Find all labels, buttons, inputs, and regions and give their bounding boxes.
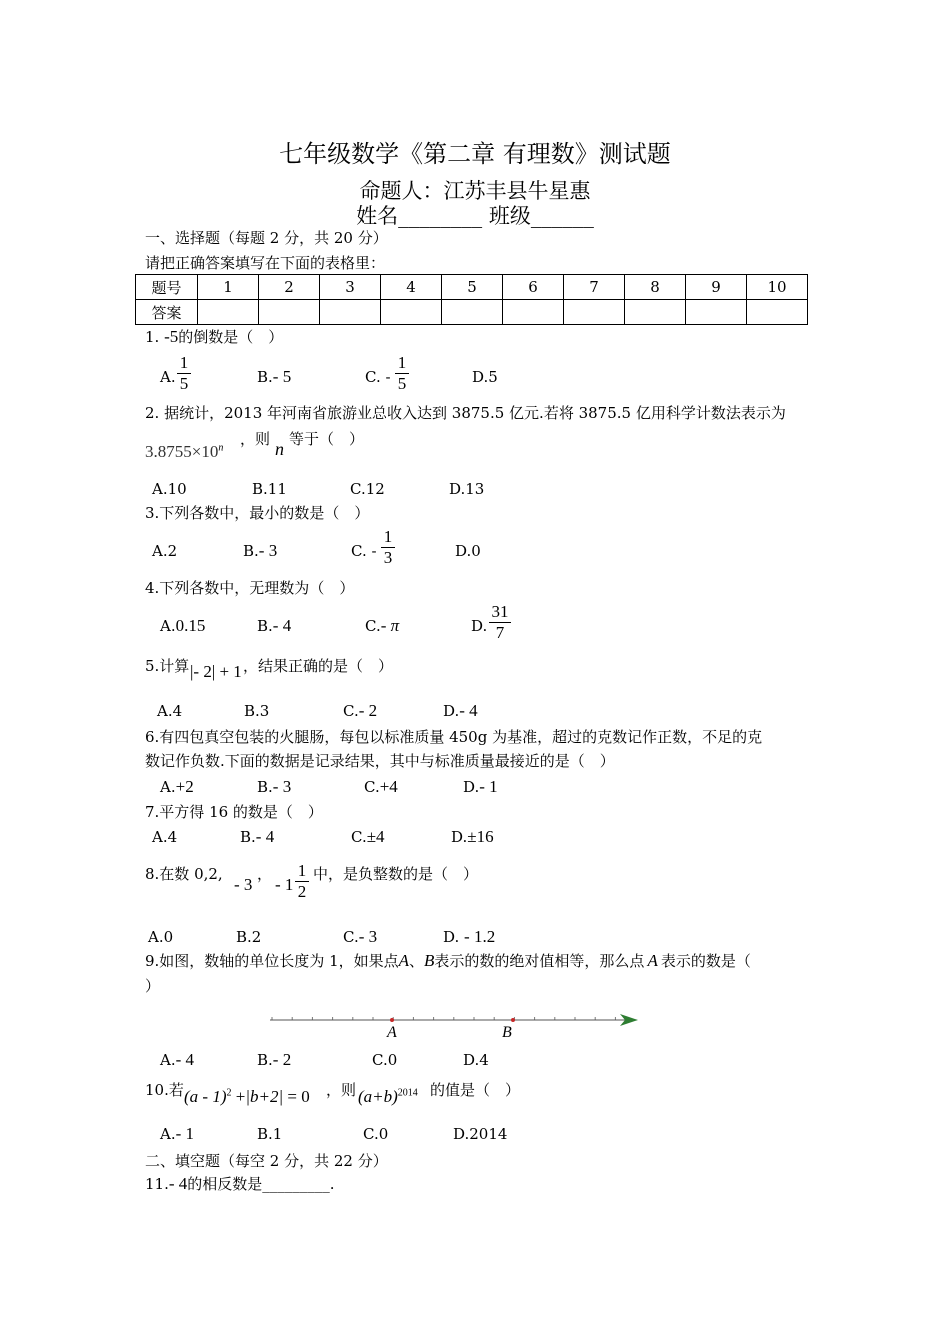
q5-option-b: B.3 <box>244 702 270 720</box>
q10-sum: (a+b) <box>358 1087 398 1106</box>
table-cell: 4 <box>381 275 442 300</box>
q6-b-value: - 3 <box>272 777 292 796</box>
q1-option-c-fraction <box>395 354 409 393</box>
q2-variable: n <box>275 439 284 459</box>
q6-a-value: +2 <box>175 777 194 796</box>
q1-option-a: A. <box>160 368 176 386</box>
q1-option-c: C. - <box>365 368 391 386</box>
author-line: 命题人：江苏丰县牛星惠 <box>359 179 591 203</box>
question-9-line2: ） <box>145 977 161 995</box>
answer-cell[interactable] <box>503 300 564 325</box>
question-2-expr <box>145 442 223 462</box>
question-6-line1: 6.有四包真空包装的火腿肠，每包以标准质量 450g 为基准，超过的克数记作正数，不足的克 <box>145 728 763 746</box>
q9-point-a-2: A <box>647 951 658 970</box>
q9-option-d: D.4 <box>463 1051 489 1069</box>
q5-rest: ，结果正确的是（ ） <box>243 657 394 675</box>
answer-cell[interactable] <box>625 300 686 325</box>
q8-c-value: - 3 <box>358 927 378 946</box>
q9-text-3: 表示的数是（ <box>660 952 751 970</box>
q3-option-c-fraction <box>381 528 395 567</box>
q4-b-value: - 4 <box>272 616 292 635</box>
answer-cell[interactable] <box>564 300 625 325</box>
question-7-stem: 7.平方得 16 的数是（ ） <box>145 803 323 821</box>
q5-option-d <box>443 701 478 721</box>
q1-option-d: D.5 <box>472 368 498 386</box>
q3-option-d: D.0 <box>455 542 481 560</box>
q6-option-b <box>257 777 291 797</box>
q2-then: ，则 <box>240 430 271 448</box>
q10-power: 2014 <box>397 1087 418 1099</box>
question-10-stem: 10.若 <box>145 1081 184 1099</box>
q4-option-b <box>257 616 291 636</box>
table-cell: 7 <box>564 275 625 300</box>
q8-c-label: C. <box>343 928 359 946</box>
table-cell: 3 <box>320 275 381 300</box>
question-4-stem: 4.下列各数中，无理数为（ ） <box>145 579 355 597</box>
q10-rest: 的值是（ ） <box>430 1081 521 1099</box>
q11-rest: 的相反数是_________. <box>187 1175 335 1193</box>
q9-text-1: 9.如图，数轴的单位长度为 1，如果点 <box>145 952 399 970</box>
answer-cell[interactable] <box>198 300 259 325</box>
fraction-denominator: 5 <box>397 374 407 393</box>
q1-b-value: - 5 <box>272 367 292 386</box>
fraction-numerator: 1 <box>397 353 407 372</box>
q6-c-value: +4 <box>379 777 398 796</box>
q10-abs: |b+2| <box>245 1087 284 1106</box>
table-row <box>136 275 808 300</box>
q10-a-value: - 1 <box>175 1124 195 1143</box>
fraction-numerator: 1 <box>297 861 307 880</box>
table-cell: 5 <box>442 275 503 300</box>
q9-a-label: A. <box>160 1051 176 1069</box>
q6-d-label: D. <box>463 778 480 796</box>
q9-text-2: 表示的数的绝对值相等，那么点 <box>434 952 645 970</box>
number-line-figure <box>268 1005 648 1045</box>
q7-d-label: D. <box>451 828 468 846</box>
fraction-numerator: 31 <box>491 602 509 621</box>
answer-cell[interactable] <box>381 300 442 325</box>
question-9-line1 <box>145 951 751 971</box>
q5-option-c <box>343 701 377 721</box>
q4-option-c <box>365 616 399 636</box>
q9-point-a: A <box>398 951 410 970</box>
q9-point-b: B <box>424 951 435 970</box>
q10-a-label: A. <box>160 1125 176 1143</box>
point-a-dot <box>390 1018 394 1022</box>
q8-option-c <box>343 927 377 947</box>
q9-b-value: - 2 <box>272 1050 292 1069</box>
q7-c-label: C. <box>351 828 367 846</box>
answer-cell[interactable] <box>259 300 320 325</box>
q9-option-b <box>257 1050 291 1070</box>
q10-plus: + <box>235 1087 246 1106</box>
q4-c-value: - π <box>380 616 400 635</box>
table-row <box>136 300 808 325</box>
q5-d-label: D. <box>443 702 460 720</box>
q9-b-label: B. <box>257 1051 273 1069</box>
q7-option-b <box>240 827 274 847</box>
q10-expression <box>184 1087 310 1107</box>
answer-cell[interactable] <box>686 300 747 325</box>
q10-equals: = 0 <box>287 1087 310 1106</box>
q8-value-1: - 3 <box>234 875 253 894</box>
table-cell: 2 <box>259 275 320 300</box>
q4-a-label: A. <box>160 617 176 635</box>
name-class-line: 姓名________ 班级______ <box>356 204 594 228</box>
q1-option-b <box>257 367 291 387</box>
q4-option-a <box>160 616 205 636</box>
table-header-cell: 题号 <box>136 275 198 300</box>
q7-option-a: A.4 <box>152 828 178 846</box>
q6-a-label: A. <box>160 778 176 796</box>
section-heading-choice: 一、选择题（每题 2 分，共 20 分） <box>145 229 388 247</box>
q2-option-a: A.10 <box>152 480 187 498</box>
q10-square-exp: 2 <box>226 1087 232 1099</box>
q7-c-value: ±4 <box>366 827 385 846</box>
q4-a-value: 0.15 <box>175 616 206 635</box>
point-a-label: A <box>387 1024 397 1041</box>
q6-d-value: - 1 <box>479 777 498 796</box>
q8-option-d <box>443 927 495 947</box>
q2-sci-notation: 3.8755×10 <box>145 442 219 461</box>
q5-expression: |- 2| + 1 <box>190 662 242 681</box>
q2-rest: 等于（ ） <box>289 430 365 448</box>
answer-cell[interactable] <box>747 300 808 325</box>
q8-value-2: - 1 <box>275 875 294 894</box>
q5-c-value: - 2 <box>358 701 378 720</box>
q11-value: - 4 <box>168 1174 188 1193</box>
q7-b-label: B. <box>240 828 256 846</box>
q8-option-b: B.2 <box>236 928 262 946</box>
question-6-line2: 数记作负数.下面的数据是记录结果，其中与标准质量最接近的是（ ） <box>145 752 615 770</box>
q7-d-value: ±16 <box>467 827 494 846</box>
question-8-stem: 8.在数 0,2, <box>145 865 223 883</box>
fraction-denominator: 2 <box>297 882 307 901</box>
answer-cell[interactable] <box>320 300 381 325</box>
q3-b-value: - 3 <box>258 541 278 560</box>
q1-expr: -5 <box>164 327 179 346</box>
q6-option-a <box>160 777 194 797</box>
q2-option-d: D.13 <box>449 480 485 498</box>
q2-exponent: n <box>218 442 224 454</box>
fraction-numerator: 1 <box>383 527 393 546</box>
q8-option-a: A.0 <box>148 928 174 946</box>
q6-option-c <box>364 777 398 797</box>
q3-option-b <box>243 541 277 561</box>
q3-b-label: B. <box>243 542 259 560</box>
fraction-denominator: 7 <box>495 623 505 642</box>
q1-option-a-fraction <box>177 354 191 393</box>
answer-cell[interactable] <box>442 300 503 325</box>
section-heading-fill: 二、填空题（每空 2 分，共 22 分） <box>145 1152 388 1170</box>
fraction-denominator: 5 <box>179 374 189 393</box>
q9-option-a <box>160 1050 194 1070</box>
q8-d-value: - 1.2 <box>464 927 496 946</box>
q11-number: 11. <box>145 1175 169 1193</box>
q6-b-label: B. <box>257 778 273 796</box>
q3-option-a: A.2 <box>152 542 178 560</box>
q8-d-label: D. <box>443 928 460 946</box>
table-instruction: 请把正确答案填写在下面的表格里： <box>145 254 386 272</box>
point-b-label: B <box>502 1024 512 1041</box>
q8-separator: ， <box>257 865 273 883</box>
question-11 <box>145 1174 335 1194</box>
q6-c-label: C. <box>364 778 380 796</box>
q5-d-value: - 4 <box>459 701 478 720</box>
q8-mixed-fraction <box>295 862 309 901</box>
q4-b-label: B. <box>257 617 273 635</box>
point-b-dot <box>511 1018 515 1022</box>
q2-option-b: B.11 <box>252 480 287 498</box>
q7-option-c <box>351 827 385 847</box>
q5-option-a: A.4 <box>157 702 183 720</box>
q10-option-b: B.1 <box>257 1125 283 1143</box>
table-header-cell: 答案 <box>136 300 198 325</box>
q4-c-label: C. <box>365 617 381 635</box>
q2-option-c: C.12 <box>350 480 385 498</box>
table-cell: 10 <box>747 275 808 300</box>
q9-text-dun: 、 <box>409 952 425 970</box>
table-cell: 1 <box>198 275 259 300</box>
q7-b-value: - 4 <box>255 827 275 846</box>
q9-a-value: - 4 <box>175 1050 195 1069</box>
question-3-stem: 3.下列各数中，最小的数是（ ） <box>145 504 370 522</box>
q1-b-label: B. <box>257 368 273 386</box>
q10-square-base: (a - 1) <box>184 1087 227 1106</box>
q10-option-d: D.2014 <box>453 1125 508 1143</box>
fraction-denominator: 3 <box>383 548 393 567</box>
page-title: 七年级数学《第二章 有理数》测试题 <box>279 140 671 168</box>
answer-table <box>135 274 808 325</box>
question-5-stem: 5.计算 <box>145 657 190 675</box>
q3-option-c: C. - <box>351 542 377 560</box>
q4-option-d-fraction <box>489 603 511 642</box>
q5-c-label: C. <box>343 702 359 720</box>
q7-option-d <box>451 827 494 847</box>
q10-expression-2 <box>358 1087 418 1107</box>
table-cell: 8 <box>625 275 686 300</box>
table-cell: 6 <box>503 275 564 300</box>
q10-option-c: C.0 <box>363 1125 389 1143</box>
q1-stem: 的倒数是（ ） <box>178 328 284 346</box>
q10-option-a <box>160 1124 194 1144</box>
table-cell: 9 <box>686 275 747 300</box>
question-2-stem: 2. 据统计，2013 年河南省旅游业总收入达到 3875.5 亿元.若将 3875.5 亿用科学计数法表示为 <box>145 404 786 422</box>
q8-rest: 中，是负整数的是（ ） <box>313 865 479 883</box>
q6-option-d <box>463 777 498 797</box>
fraction-numerator: 1 <box>179 353 189 372</box>
q10-then: ，则 <box>326 1081 357 1099</box>
question-1 <box>145 327 283 347</box>
q4-option-d: D. <box>471 617 488 635</box>
q1-number: 1. <box>145 328 160 346</box>
q9-option-c: C.0 <box>372 1051 398 1069</box>
